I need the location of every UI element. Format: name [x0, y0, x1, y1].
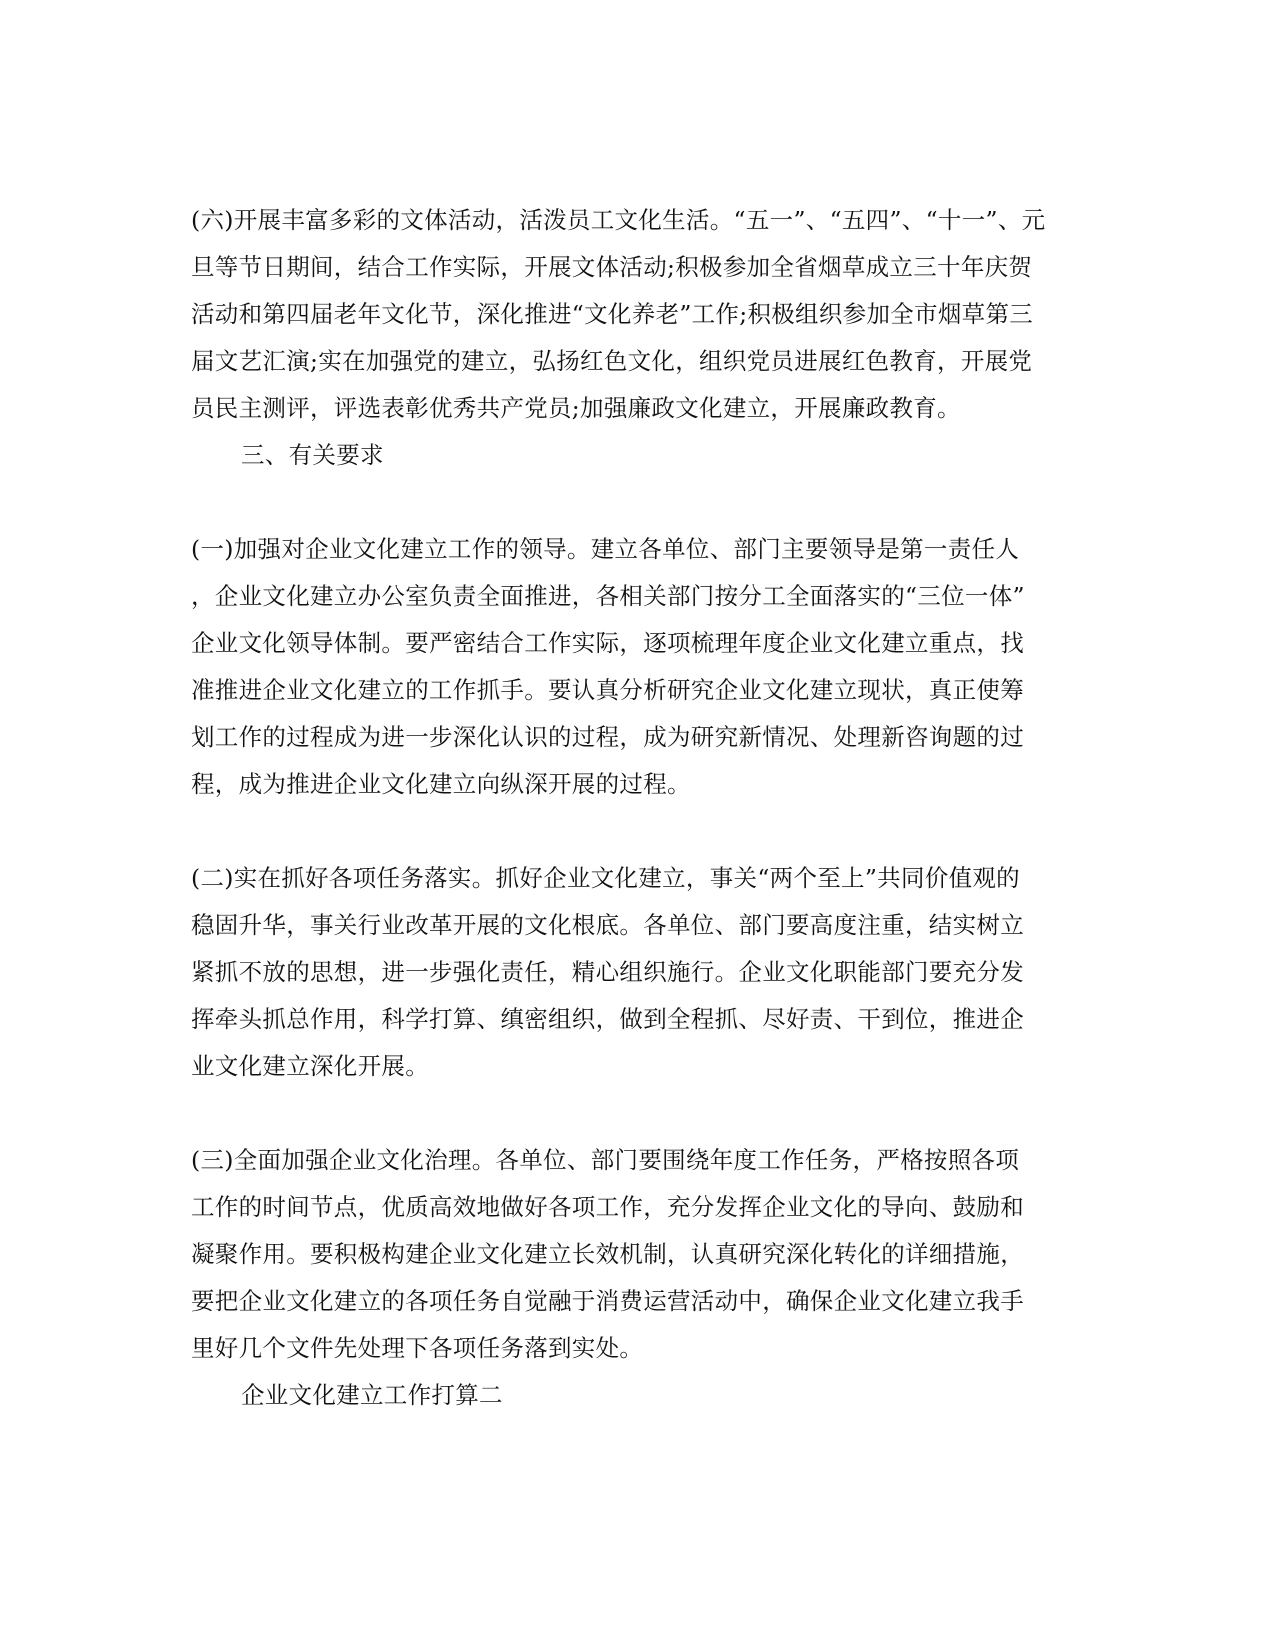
- section-6-line-1: (六)开展丰富多彩的文体活动，活泼员工文化生活。“五一”、“五四”、“十一”、元: [191, 206, 1046, 234]
- plan-2-title: 企业文化建立工作打算二: [241, 1381, 503, 1409]
- req-3-line-5: 里好几个文件先处理下各项任务落到实处。: [191, 1334, 644, 1362]
- section-6-line-3: 活动和第四届老年文化节，深化推进“文化养老”工作;积极组织参加全市烟草第三: [191, 300, 1034, 328]
- req-1-line-3: 企业文化领导体制。要严密结合工作实际，逐项梳理年度企业文化建立重点，找: [191, 629, 1024, 657]
- req-1-line-6: 程，成为推进企业文化建立向纵深开展的过程。: [191, 770, 691, 798]
- heading-requirements: 三、有关要求: [241, 441, 384, 469]
- req-3-line-2: 工作的时间节点，优质高效地做好各项工作，充分发挥企业文化的导向、鼓励和: [191, 1193, 1024, 1221]
- section-6-line-4: 届文艺汇演;实在加强党的建立，弘扬红色文化，组织党员进展红色教育，开展党: [191, 347, 1033, 375]
- req-1-line-5: 划工作的过程成为进一步深化认识的过程，成为研究新情况、处理新咨询题的过: [191, 723, 1024, 751]
- req-1-line-4: 准推进企业文化建立的工作抓手。要认真分析研究企业文化建立现状，真正使筹: [191, 676, 1024, 704]
- req-1-line-1: (一)加强对企业文化建立工作的领导。建立各单位、部门主要领导是第一责任人: [191, 535, 1020, 563]
- req-2-line-1: (二)实在抓好各项任务落实。抓好企业文化建立，事关“两个至上”共同价值观的: [191, 864, 1020, 892]
- req-2-line-5: 业文化建立深化开展。: [191, 1052, 429, 1080]
- req-3-line-1: (三)全面加强企业文化治理。各单位、部门要围绕年度工作任务，严格按照各项: [191, 1146, 1020, 1174]
- req-2-line-2: 稳固升华，事关行业改革开展的文化根底。各单位、部门要高度注重，结实树立: [191, 911, 1024, 939]
- section-6-line-2: 旦等节日期间，结合工作实际，开展文体活动;积极参加全省烟草成立三十年庆贺: [191, 253, 1033, 281]
- req-2-line-3: 紧抓不放的思想，进一步强化责任，精心组织施行。企业文化职能部门要充分发: [191, 958, 1024, 986]
- section-6-line-5: 员民主测评，评选表彰优秀共产党员;加强廉政文化建立，开展廉政教育。: [191, 394, 961, 422]
- req-2-line-4: 挥牵头抓总作用，科学打算、缜密组织，做到全程抓、尽好责、干到位，推进企: [191, 1005, 1024, 1033]
- req-3-line-4: 要把企业文化建立的各项任务自觉融于消费运营活动中，确保企业文化建立我手: [191, 1287, 1024, 1315]
- req-1-line-2: ，企业文化建立办公室负责全面推进，各相关部门按分工全面落实的“三位一体”: [191, 582, 1025, 610]
- req-3-line-3: 凝聚作用。要积极构建企业文化建立长效机制，认真研究深化转化的详细措施，: [191, 1240, 1024, 1268]
